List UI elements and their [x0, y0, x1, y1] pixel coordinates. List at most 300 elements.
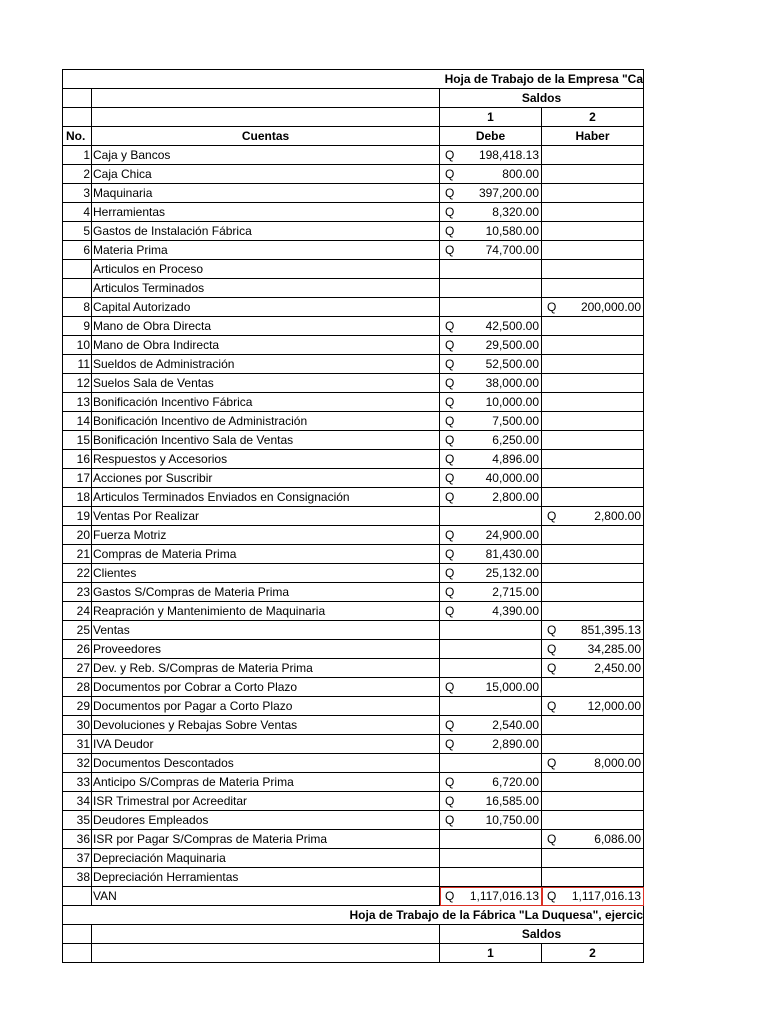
account-number[interactable]: 16: [63, 450, 92, 469]
account-number[interactable]: 1: [63, 146, 92, 165]
cell-empty[interactable]: [63, 944, 92, 963]
haber-cell[interactable]: [542, 564, 644, 583]
account-number[interactable]: 36: [63, 830, 92, 849]
haber-cell[interactable]: [542, 412, 644, 431]
debe-cell[interactable]: [440, 735, 542, 754]
footer-col-number-1[interactable]: 1: [440, 944, 542, 963]
haber-cell[interactable]: [542, 526, 644, 545]
haber-cell[interactable]: [542, 431, 644, 450]
table-row: [63, 602, 644, 621]
debe-currency: Q: [445, 337, 455, 352]
debe-cell[interactable]: [440, 260, 542, 279]
debe-currency: Q: [445, 242, 455, 257]
account-number[interactable]: 35: [63, 811, 92, 830]
haber-cell[interactable]: [542, 602, 644, 621]
debe-amount: 10,750.00: [485, 812, 539, 827]
debe-cell[interactable]: [440, 773, 542, 792]
debe-amount: 2,800.00: [492, 489, 539, 504]
table-row: [63, 260, 644, 279]
debe-cell[interactable]: [440, 659, 542, 678]
account-name[interactable]: Bonificación Incentivo Fábrica: [92, 393, 440, 412]
table-row: [63, 849, 644, 868]
account-name[interactable]: Articulos Terminados Enviados en Consignación: [92, 488, 440, 507]
table-row: [63, 526, 644, 545]
table-row: [63, 830, 644, 849]
debe-cell[interactable]: [440, 526, 542, 545]
haber-cell[interactable]: [542, 545, 644, 564]
table-row: [63, 146, 644, 165]
haber-amount: 12,000.00: [587, 698, 641, 713]
debe-cell[interactable]: [440, 545, 542, 564]
debe-cell[interactable]: [440, 374, 542, 393]
table-row: [63, 488, 644, 507]
debe-cell[interactable]: [440, 849, 542, 868]
header-debe[interactable]: Debe: [440, 127, 542, 146]
debe-amount: 74,700.00: [485, 242, 539, 257]
haber-amount: 6,086.00: [594, 831, 641, 846]
debe-amount: 4,896.00: [492, 451, 539, 466]
table-row: [63, 450, 644, 469]
haber-cell[interactable]: [542, 374, 644, 393]
debe-cell[interactable]: [440, 754, 542, 773]
debe-amount: 16,585.00: [485, 793, 539, 808]
haber-cell[interactable]: [542, 697, 644, 716]
header-cuentas[interactable]: Cuentas: [92, 127, 440, 146]
account-number[interactable]: 22: [63, 564, 92, 583]
table-row: [63, 868, 644, 887]
debe-cell[interactable]: [440, 222, 542, 241]
footer-saldos-row: [63, 925, 644, 944]
debe-cell[interactable]: [440, 697, 542, 716]
table-row: [63, 583, 644, 602]
footer-saldos-header[interactable]: Saldos: [440, 925, 644, 944]
haber-cell[interactable]: [542, 298, 644, 317]
account-name[interactable]: Respuestos y Accesorios: [92, 450, 440, 469]
haber-cell[interactable]: [542, 659, 644, 678]
account-name[interactable]: Materia Prima: [92, 241, 440, 260]
account-number[interactable]: 10: [63, 336, 92, 355]
account-number[interactable]: 6: [63, 241, 92, 260]
debe-cell[interactable]: [440, 887, 542, 906]
debe-amount: 40,000.00: [485, 470, 539, 485]
haber-cell[interactable]: [542, 811, 644, 830]
account-number[interactable]: 3: [63, 184, 92, 203]
haber-cell[interactable]: [542, 621, 644, 640]
debe-cell[interactable]: [440, 716, 542, 735]
cell-empty[interactable]: [63, 925, 92, 944]
saldos-header[interactable]: Saldos: [440, 89, 644, 108]
debe-currency: Q: [445, 166, 455, 181]
account-number[interactable]: 21: [63, 545, 92, 564]
haber-cell[interactable]: [542, 165, 644, 184]
account-name[interactable]: Depreciación Herramientas: [92, 868, 440, 887]
haber-cell[interactable]: [542, 583, 644, 602]
cell-empty[interactable]: [92, 944, 440, 963]
debe-cell[interactable]: [440, 241, 542, 260]
debe-currency: Q: [445, 413, 455, 428]
debe-cell[interactable]: [440, 583, 542, 602]
haber-currency: Q: [547, 508, 557, 523]
account-number[interactable]: [63, 260, 92, 279]
account-number[interactable]: 27: [63, 659, 92, 678]
account-number[interactable]: 13: [63, 393, 92, 412]
table-row: [63, 773, 644, 792]
account-name[interactable]: Ventas Por Realizar: [92, 507, 440, 526]
debe-currency: Q: [445, 451, 455, 466]
debe-amount: 2,715.00: [492, 584, 539, 599]
debe-cell[interactable]: [440, 469, 542, 488]
haber-cell[interactable]: [542, 716, 644, 735]
debe-currency: Q: [445, 565, 455, 580]
column-number-row: [63, 108, 644, 127]
debe-currency: Q: [445, 489, 455, 504]
second-title-cell[interactable]: [63, 906, 644, 925]
haber-currency: Q: [547, 698, 557, 713]
haber-cell[interactable]: [542, 773, 644, 792]
debe-amount: 2,890.00: [492, 736, 539, 751]
debe-currency: Q: [445, 888, 455, 903]
account-name[interactable]: Articulos en Proceso: [92, 260, 440, 279]
haber-cell[interactable]: [542, 849, 644, 868]
account-name[interactable]: IVA Deudor: [92, 735, 440, 754]
debe-currency: Q: [445, 223, 455, 238]
debe-cell[interactable]: [440, 564, 542, 583]
debe-amount: 1,117,016.13: [469, 888, 539, 903]
account-name[interactable]: Devoluciones y Rebajas Sobre Ventas: [92, 716, 440, 735]
account-name[interactable]: Proveedores: [92, 640, 440, 659]
debe-amount: 38,000.00: [485, 375, 539, 390]
haber-cell[interactable]: [542, 792, 644, 811]
account-number[interactable]: 2: [63, 165, 92, 184]
debe-cell[interactable]: [440, 678, 542, 697]
account-name[interactable]: Articulos Terminados: [92, 279, 440, 298]
debe-currency: Q: [445, 774, 455, 789]
account-number[interactable]: 4: [63, 203, 92, 222]
col-number-2[interactable]: 2: [542, 108, 644, 127]
account-number[interactable]: 18: [63, 488, 92, 507]
haber-cell[interactable]: [542, 450, 644, 469]
debe-cell[interactable]: [440, 184, 542, 203]
table-row: [63, 545, 644, 564]
debe-currency: Q: [445, 736, 455, 751]
table-row: [63, 317, 644, 336]
haber-cell[interactable]: [542, 678, 644, 697]
debe-amount: 7,500.00: [492, 413, 539, 428]
account-number[interactable]: 9: [63, 317, 92, 336]
account-name[interactable]: Caja Chica: [92, 165, 440, 184]
debe-amount: 6,720.00: [492, 774, 539, 789]
account-name[interactable]: Reapración y Mantenimiento de Maquinaria: [92, 602, 440, 621]
footer-col-number-2[interactable]: 2: [542, 944, 644, 963]
debe-currency: Q: [445, 717, 455, 732]
table-row: [63, 697, 644, 716]
debe-currency: Q: [445, 356, 455, 371]
account-name[interactable]: Documentos por Pagar a Corto Plazo: [92, 697, 440, 716]
cell-empty[interactable]: [92, 89, 440, 108]
account-name[interactable]: Documentos por Cobrar a Corto Plazo: [92, 678, 440, 697]
haber-cell[interactable]: [542, 222, 644, 241]
account-number[interactable]: 12: [63, 374, 92, 393]
column-header-row: [63, 127, 644, 146]
account-name[interactable]: Clientes: [92, 564, 440, 583]
haber-currency: Q: [547, 831, 557, 846]
account-number[interactable]: [63, 279, 92, 298]
debe-cell[interactable]: [440, 507, 542, 526]
haber-cell[interactable]: [542, 887, 644, 906]
table-row: [63, 374, 644, 393]
debe-amount: 25,132.00: [485, 565, 539, 580]
haber-cell[interactable]: [542, 469, 644, 488]
haber-amount: 200,000.00: [580, 299, 641, 314]
col-number-1[interactable]: 1: [440, 108, 542, 127]
table-row: [63, 507, 644, 526]
account-number[interactable]: 20: [63, 526, 92, 545]
haber-cell[interactable]: [542, 260, 644, 279]
table-row: [63, 735, 644, 754]
account-number[interactable]: 8: [63, 298, 92, 317]
haber-currency: Q: [547, 299, 557, 314]
saldos-row: [63, 89, 644, 108]
table-row: [63, 279, 644, 298]
sheet-title-cell[interactable]: [63, 70, 644, 89]
debe-currency: Q: [445, 470, 455, 485]
debe-cell[interactable]: [440, 431, 542, 450]
table-row: [63, 184, 644, 203]
account-name[interactable]: Caja y Bancos: [92, 146, 440, 165]
table-row: [63, 469, 644, 488]
haber-amount: 2,450.00: [594, 660, 641, 675]
debe-cell[interactable]: [440, 279, 542, 298]
debe-cell[interactable]: [440, 203, 542, 222]
footer-column-number-row: [63, 944, 644, 963]
account-number[interactable]: 33: [63, 773, 92, 792]
haber-amount: 1,117,016.13: [571, 888, 641, 903]
account-name[interactable]: ISR por Pagar S/Compras de Materia Prima: [92, 830, 440, 849]
debe-amount: 24,900.00: [485, 527, 539, 542]
account-number[interactable]: 24: [63, 602, 92, 621]
debe-cell[interactable]: [440, 488, 542, 507]
haber-cell[interactable]: [542, 393, 644, 412]
account-name[interactable]: Dev. y Reb. S/Compras de Materia Prima: [92, 659, 440, 678]
debe-cell[interactable]: [440, 336, 542, 355]
cell-empty[interactable]: [63, 89, 92, 108]
table-row: [63, 298, 644, 317]
account-name[interactable]: Capital Autorizado: [92, 298, 440, 317]
haber-amount: 34,285.00: [587, 641, 641, 656]
debe-amount: 198,418.13: [478, 147, 539, 162]
debe-amount: 42,500.00: [485, 318, 539, 333]
debe-amount: 4,390.00: [492, 603, 539, 618]
worksheet-table: [62, 69, 644, 963]
haber-cell[interactable]: [542, 184, 644, 203]
account-name[interactable]: ISR Trimestral por Acreeditar: [92, 792, 440, 811]
account-name[interactable]: Fuerza Motriz: [92, 526, 440, 545]
debe-currency: Q: [445, 812, 455, 827]
debe-currency: Q: [445, 679, 455, 694]
haber-cell[interactable]: [542, 640, 644, 659]
cell-empty[interactable]: [63, 887, 92, 906]
table-row: [63, 393, 644, 412]
debe-cell[interactable]: [440, 792, 542, 811]
haber-currency: Q: [547, 641, 557, 656]
debe-cell[interactable]: [440, 317, 542, 336]
account-number[interactable]: 19: [63, 507, 92, 526]
account-number[interactable]: 11: [63, 355, 92, 374]
debe-amount: 6,250.00: [492, 432, 539, 447]
total-label[interactable]: VAN: [92, 887, 440, 906]
table-row: [63, 564, 644, 583]
debe-currency: Q: [445, 527, 455, 542]
debe-amount: 10,580.00: [485, 223, 539, 238]
header-haber[interactable]: Haber: [542, 127, 644, 146]
debe-cell[interactable]: [440, 640, 542, 659]
debe-cell[interactable]: [440, 602, 542, 621]
haber-amount: 851,395.13: [580, 622, 641, 637]
haber-cell[interactable]: [542, 317, 644, 336]
debe-amount: 10,000.00: [485, 394, 539, 409]
debe-amount: 800.00: [502, 166, 539, 181]
account-name[interactable]: Maquinaria: [92, 184, 440, 203]
account-number[interactable]: 31: [63, 735, 92, 754]
debe-currency: Q: [445, 147, 455, 162]
haber-cell[interactable]: [542, 241, 644, 260]
debe-cell[interactable]: [440, 393, 542, 412]
debe-amount: 29,500.00: [485, 337, 539, 352]
table-row: [63, 165, 644, 184]
debe-currency: Q: [445, 394, 455, 409]
account-number[interactable]: 29: [63, 697, 92, 716]
debe-amount: 81,430.00: [485, 546, 539, 561]
debe-cell[interactable]: [440, 298, 542, 317]
haber-amount: 2,800.00: [594, 508, 641, 523]
table-row: [63, 412, 644, 431]
haber-currency: Q: [547, 660, 557, 675]
second-title-row: [63, 906, 644, 925]
debe-cell[interactable]: [440, 830, 542, 849]
debe-cell[interactable]: [440, 621, 542, 640]
haber-cell[interactable]: [542, 735, 644, 754]
table-row: [63, 431, 644, 450]
debe-cell[interactable]: [440, 412, 542, 431]
table-row: [63, 241, 644, 260]
debe-amount: 8,320.00: [492, 204, 539, 219]
cell-empty[interactable]: [92, 925, 440, 944]
table-row: [63, 659, 644, 678]
debe-currency: Q: [445, 375, 455, 390]
haber-currency: Q: [547, 888, 557, 903]
debe-currency: Q: [445, 432, 455, 447]
account-name[interactable]: Acciones por Suscribir: [92, 469, 440, 488]
account-name[interactable]: Mano de Obra Directa: [92, 317, 440, 336]
account-number[interactable]: 26: [63, 640, 92, 659]
debe-cell[interactable]: [440, 146, 542, 165]
table-row: [63, 716, 644, 735]
table-row: [63, 222, 644, 241]
haber-amount: 8,000.00: [594, 755, 641, 770]
account-name[interactable]: Bonificación Incentivo de Administración: [92, 412, 440, 431]
account-number[interactable]: 17: [63, 469, 92, 488]
table-row: [63, 640, 644, 659]
total-row: [63, 887, 644, 906]
debe-cell[interactable]: [440, 355, 542, 374]
debe-cell[interactable]: [440, 811, 542, 830]
haber-cell[interactable]: [542, 146, 644, 165]
haber-cell[interactable]: [542, 203, 644, 222]
cell-empty[interactable]: [63, 108, 92, 127]
account-name[interactable]: Herramientas: [92, 203, 440, 222]
haber-currency: Q: [547, 622, 557, 637]
debe-currency: Q: [445, 318, 455, 333]
debe-amount: 52,500.00: [485, 356, 539, 371]
debe-amount: 15,000.00: [485, 679, 539, 694]
account-number[interactable]: 34: [63, 792, 92, 811]
account-name[interactable]: Documentos Descontados: [92, 754, 440, 773]
debe-currency: Q: [445, 584, 455, 599]
haber-cell[interactable]: [542, 868, 644, 887]
account-name[interactable]: Anticipo S/Compras de Materia Prima: [92, 773, 440, 792]
account-name[interactable]: Gastos S/Compras de Materia Prima: [92, 583, 440, 602]
haber-cell[interactable]: [542, 507, 644, 526]
second-sheet-title: Hoja de Trabajo de la Fábrica "La Duquesa", ejercic: [349, 907, 643, 922]
cell-empty[interactable]: [92, 108, 440, 127]
account-number[interactable]: 37: [63, 849, 92, 868]
table-row: [63, 754, 644, 773]
debe-cell[interactable]: [440, 868, 542, 887]
account-number[interactable]: 25: [63, 621, 92, 640]
table-row: [63, 678, 644, 697]
table-row: [63, 336, 644, 355]
account-name[interactable]: Ventas: [92, 621, 440, 640]
account-name[interactable]: Gastos de Instalación Fábrica: [92, 222, 440, 241]
debe-amount: 2,540.00: [492, 717, 539, 732]
debe-currency: Q: [445, 603, 455, 618]
debe-currency: Q: [445, 793, 455, 808]
header-no[interactable]: No.: [63, 127, 92, 146]
account-name[interactable]: Bonificación Incentivo Sala de Ventas: [92, 431, 440, 450]
account-name[interactable]: Mano de Obra Indirecta: [92, 336, 440, 355]
table-row: [63, 203, 644, 222]
account-number[interactable]: 28: [63, 678, 92, 697]
account-number[interactable]: 5: [63, 222, 92, 241]
table-row: [63, 792, 644, 811]
account-number[interactable]: 23: [63, 583, 92, 602]
debe-cell[interactable]: [440, 450, 542, 469]
haber-cell[interactable]: [542, 355, 644, 374]
debe-cell[interactable]: [440, 165, 542, 184]
account-number[interactable]: 15: [63, 431, 92, 450]
account-name[interactable]: Compras de Materia Prima: [92, 545, 440, 564]
haber-cell[interactable]: [542, 754, 644, 773]
sheet-title: Hoja de Trabajo de la Empresa "Ca: [444, 71, 643, 86]
haber-currency: Q: [547, 755, 557, 770]
account-number[interactable]: 38: [63, 868, 92, 887]
haber-cell[interactable]: [542, 830, 644, 849]
haber-cell[interactable]: [542, 336, 644, 355]
debe-amount: 397,200.00: [478, 185, 539, 200]
account-name[interactable]: Deudores Empleados: [92, 811, 440, 830]
haber-cell[interactable]: [542, 488, 644, 507]
debe-currency: Q: [445, 204, 455, 219]
table-row: [63, 811, 644, 830]
account-name[interactable]: Sueldos de Administración: [92, 355, 440, 374]
account-name[interactable]: Depreciación Maquinaria: [92, 849, 440, 868]
haber-cell[interactable]: [542, 279, 644, 298]
account-number[interactable]: 14: [63, 412, 92, 431]
account-number[interactable]: 30: [63, 716, 92, 735]
debe-currency: Q: [445, 546, 455, 561]
account-name[interactable]: Suelos Sala de Ventas: [92, 374, 440, 393]
account-number[interactable]: 32: [63, 754, 92, 773]
